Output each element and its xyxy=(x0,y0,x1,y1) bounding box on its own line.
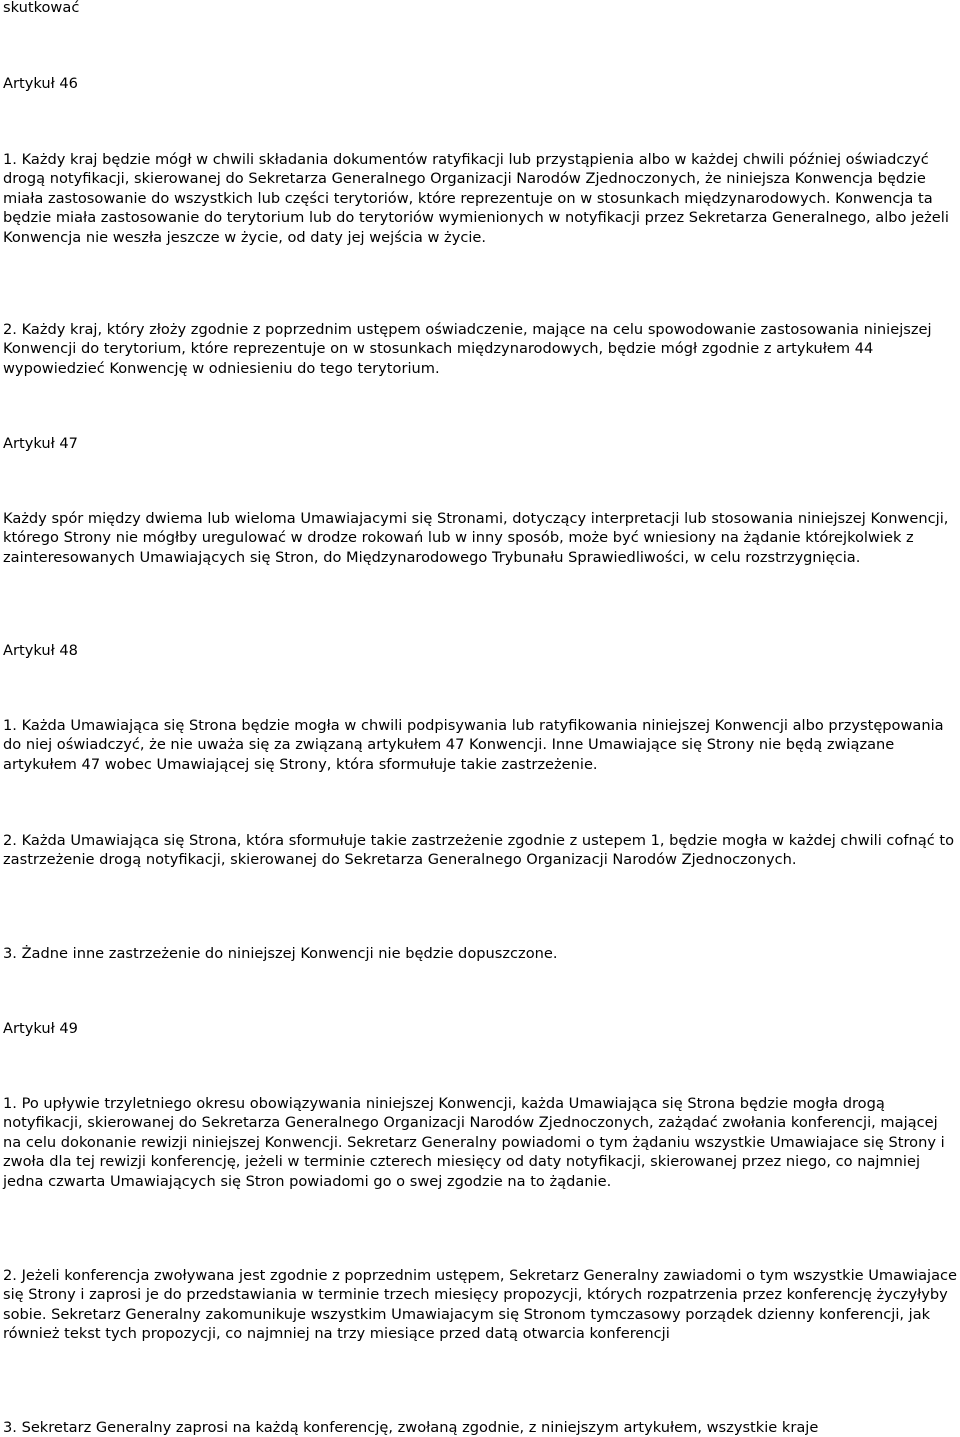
article-47-heading: Artykuł 47 xyxy=(3,435,78,452)
article-48-paragraph-1: 1. Każda Umawiająca się Strona będzie mogła w chwili podpisywania lub ratyfikowania niniejszej Konwencji albo przystępowania do niej oświadczyć, że nie uważa się za związaną artykułem 47 Konwencji. Inne Umawiające się Strony nie będą związane artykułem 47 wobec Umawiającej się Strony, która sformułuje takie zastrzeżenie. xyxy=(3,717,944,773)
article-46-heading: Artykuł 46 xyxy=(3,75,78,92)
article-46-paragraph-2: 2. Każdy kraj, który złoży zgodnie z poprzednim ustępem oświadczenie, mające na celu spowodowanie zastosowania niniejszej Konwencji do terytorium, które reprezentuje on w stosunkach międzynarodowych, będzie mógł zgodnie z artykułem 44 wypowiedzieć Konwencję w odniesieniu do tego terytorium. xyxy=(3,321,932,377)
article-49-heading: Artykuł 49 xyxy=(3,1020,78,1037)
article-48-heading: Artykuł 48 xyxy=(3,642,78,659)
article-48-paragraph-2: 2. Każda Umawiająca się Strona, która sformułuje takie zastrzeżenie zgodnie z ustepem 1, będzie mogła w każdej chwili cofnąć to zastrzeżenie drogą notyfikacji, skierowanej do Sekretarza Generalnego Organizacji Narodów Zjednoczonych. xyxy=(3,832,955,869)
lead-fragment: skutkować xyxy=(3,0,80,16)
article-47-paragraph-1: Każdy spór między dwiema lub wieloma Umawiajacymi się Stronami, dotyczący interpretacji lub stosowania niniejszej Konwencji, którego Strony nie mógłby uregulować w drodze rokowań lub w inny sposób, może być wniesiony na żądanie którejkolwiek z zainteresowanych Umawiających się Stron, do Międzynarodowego Trybunału Sprawiedliwości, w celu rozstrzygnięcia. xyxy=(3,510,949,566)
article-48-paragraph-3: 3. Żadne inne zastrzeżenie do niniejszej Konwencji nie będzie dopuszczone. xyxy=(3,945,558,962)
article-49-paragraph-1: 1. Po upływie trzyletniego okresu obowiązywania niniejszej Konwencji, każda Umawiająca się Strona będzie mogła drogą notyfikacji, skierowanej do Sekretarza Generalnego Organizacji Narodów Zjednoczonych, zażądać zwołania konferencji, mającej na celu dokonanie rewizji niniejszej Konwencji. Sekretarz Generalny powiadomi o tym żądaniu wszystkie Umawiajace się Strony i zwoła dla tej rewizji konferencję, jeżeli w terminie czterech miesięcy od daty notyfikacji, skierowanej przez niego, co najmniej jedna czwarta Umawiających się Stron powiadomi go o swej zgodzie na to żądanie. xyxy=(3,1095,945,1190)
article-46-paragraph-1: 1. Każdy kraj będzie mógł w chwili składania dokumentów ratyfikacji lub przystąpienia albo w każdej chwili później oświadczyć drogą notyfikacji, skierowanej do Sekretarza Generalnego Organizacji Narodów Zjednoczonych, że niniejsza Konwencja będzie miała zastosowanie do wszystkich lub części terytoriów, które reprezentuje on w stosunkach międzynarodowych. Konwencja ta będzie miała zastosowanie do terytorium lub do terytoriów wymienionych w notyfikacji przez Sekretarza Generalnego, albo jeżeli Konwencja nie weszła jeszcze w życie, od daty jej wejścia w życie. xyxy=(3,151,949,246)
article-49-paragraph-2: 2. Jeżeli konferencja zwoływana jest zgodnie z poprzednim ustępem, Sekretarz Generalny zawiadomi o tym wszystkie Umawiajace się Strony i zaprosi je do przedstawiania w terminie trzech miesięcy propozycji, których rozpatrzenia przez konferencję życzyłyby sobie. Sekretarz Generalny zakomunikuje wszystkim Umawiajacym się Stronom tymczasowy porządek dzienny konferencji, jak również tekst tych propozycji, co najmniej na trzy miesiące przed datą otwarcia konferencji xyxy=(3,1267,958,1343)
article-49-paragraph-3: 3. Sekretarz Generalny zaprosi na każdą konferencję, zwołaną zgodnie, z niniejszym artykułem, wszystkie kraje xyxy=(3,1419,819,1436)
